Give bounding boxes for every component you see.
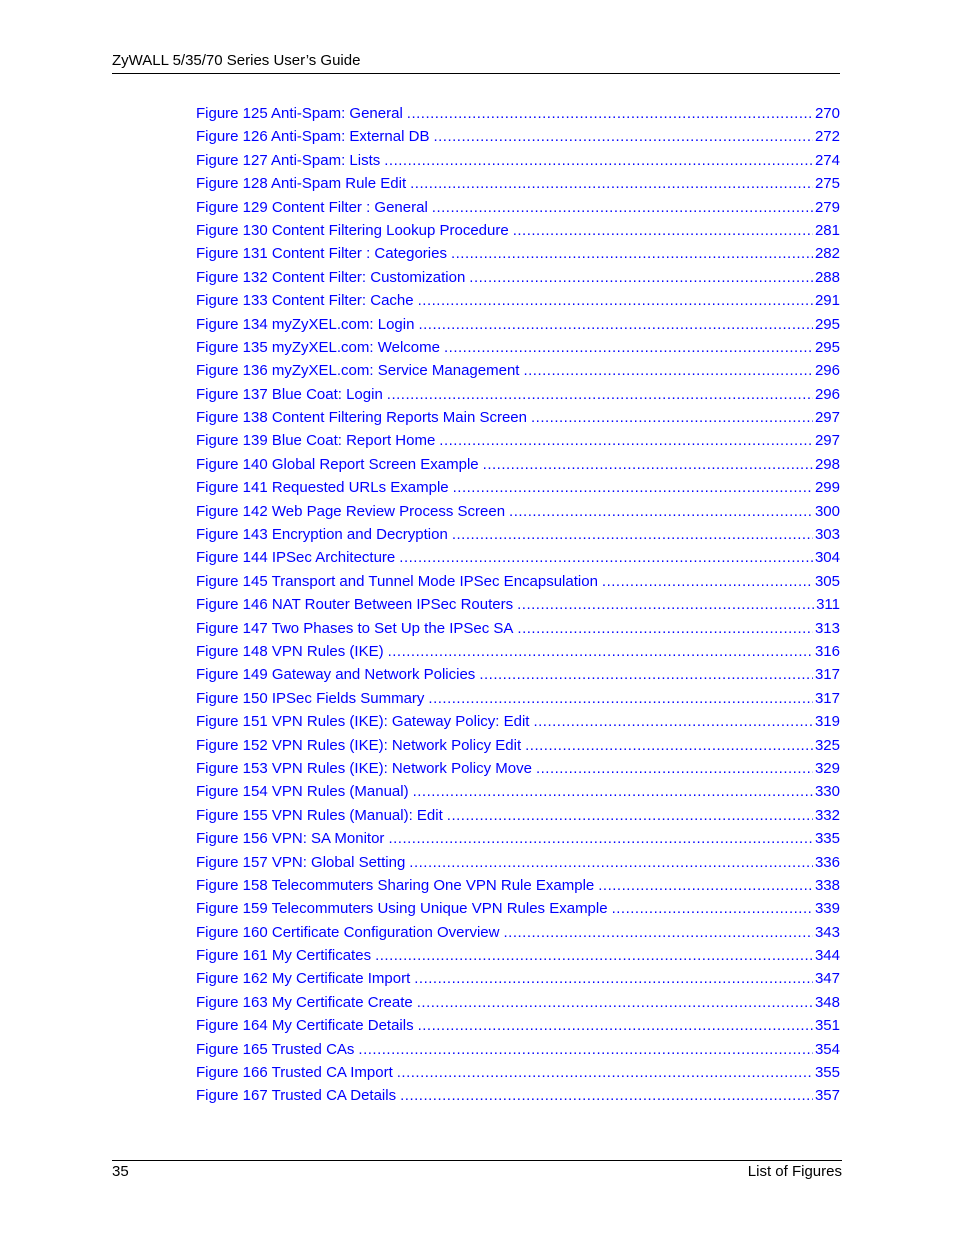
toc-entry[interactable] xyxy=(196,666,840,689)
toc-entry-page[interactable]: 296 xyxy=(814,362,840,380)
toc-entry-label[interactable]: Figure 155 VPN Rules (Manual): Edit xyxy=(196,806,443,824)
page-header xyxy=(112,51,840,74)
toc-entry[interactable] xyxy=(196,549,840,572)
toc-entry[interactable] xyxy=(196,807,840,830)
toc-entry[interactable] xyxy=(196,854,840,877)
toc-dot-leader xyxy=(413,783,813,800)
toc-dot-leader xyxy=(612,900,813,917)
toc-entry-label[interactable]: Figure 140 Global Report Screen Example xyxy=(196,455,479,473)
toc-dot-leader xyxy=(598,877,813,894)
toc-entry[interactable] xyxy=(196,175,840,198)
toc-dot-leader xyxy=(397,1064,813,1081)
toc-entry-page[interactable]: 348 xyxy=(814,993,840,1011)
toc-entry[interactable] xyxy=(196,830,840,853)
toc-entry-page[interactable]: 300 xyxy=(814,502,840,520)
toc-entry-page[interactable]: 357 xyxy=(814,1087,840,1105)
toc-entry-page[interactable]: 325 xyxy=(814,736,840,754)
toc-entry-label[interactable]: Figure 138 Content Filtering Reports Main Screen xyxy=(196,409,527,427)
toc-entry-label[interactable]: Figure 127 Anti-Spam: Lists xyxy=(196,151,381,169)
toc-entry[interactable] xyxy=(196,362,840,385)
toc-entry-page[interactable]: 347 xyxy=(814,970,840,988)
toc-entry-page[interactable]: 275 xyxy=(814,175,840,193)
toc-dot-leader xyxy=(509,503,813,520)
toc-entry-page[interactable]: 297 xyxy=(814,432,840,450)
toc-entry-label[interactable]: Figure 164 My Certificate Details xyxy=(196,1017,414,1035)
toc-entry-page[interactable]: 316 xyxy=(814,642,840,660)
toc-entry[interactable] xyxy=(196,1041,840,1064)
toc-dot-leader xyxy=(358,1041,813,1058)
toc-entry-label[interactable]: Figure 161 My Certificates xyxy=(196,947,372,965)
toc-entry[interactable] xyxy=(196,199,840,222)
toc-entry-label[interactable]: Figure 153 VPN Rules (IKE): Network Policy Move xyxy=(196,759,532,777)
toc-entry-page[interactable]: 355 xyxy=(814,1064,840,1082)
toc-entry-page[interactable]: 351 xyxy=(814,1017,840,1035)
toc-dot-leader xyxy=(418,316,813,333)
toc-entry-page[interactable]: 319 xyxy=(814,713,840,731)
toc-entry[interactable] xyxy=(196,690,840,713)
page-footer xyxy=(112,1160,842,1185)
toc-dot-leader xyxy=(407,105,813,122)
toc-entry[interactable] xyxy=(196,947,840,970)
toc-entry[interactable] xyxy=(196,620,840,643)
toc-entry[interactable] xyxy=(196,643,840,666)
toc-entry-label[interactable]: Figure 145 Transport and Tunnel Mode IPSec Encapsulation xyxy=(196,572,598,590)
toc-entry-page[interactable]: 305 xyxy=(814,572,840,590)
toc-entry-label[interactable]: Figure 125 Anti-Spam: General xyxy=(196,105,403,122)
toc-entry[interactable] xyxy=(196,292,840,315)
toc-dot-leader xyxy=(439,432,813,449)
toc-entry-page[interactable]: 288 xyxy=(814,268,840,286)
toc-entry-label[interactable]: Figure 154 VPN Rules (Manual) xyxy=(196,783,409,801)
toc-entry-label[interactable]: Figure 150 IPSec Fields Summary xyxy=(196,689,425,707)
toc-entry-page[interactable]: 304 xyxy=(814,549,840,567)
toc-dot-leader xyxy=(451,245,813,262)
toc-entry-page[interactable]: 296 xyxy=(814,385,840,403)
toc-dot-leader xyxy=(469,269,813,286)
toc-entry[interactable] xyxy=(196,994,840,1017)
toc-dot-leader xyxy=(428,690,813,707)
toc-dot-leader xyxy=(388,643,813,660)
toc-dot-leader xyxy=(433,128,813,145)
toc-dot-leader xyxy=(400,1087,813,1104)
toc-entry-label[interactable]: Figure 141 Requested URLs Example xyxy=(196,479,449,497)
toc-entry[interactable] xyxy=(196,596,840,619)
toc-entry-label[interactable]: Figure 159 Telecommuters Using Unique VPN Rules Example xyxy=(196,900,608,918)
toc-entry-page[interactable]: 270 xyxy=(814,105,840,122)
toc-entry-label[interactable]: Figure 156 VPN: SA Monitor xyxy=(196,830,385,848)
toc-entry-page[interactable]: 282 xyxy=(814,245,840,263)
toc-dot-leader xyxy=(479,666,813,683)
toc-entry-page[interactable]: 295 xyxy=(814,315,840,333)
toc-dot-leader xyxy=(387,386,813,403)
toc-entry-label[interactable]: Figure 146 NAT Router Between IPSec Routers xyxy=(196,596,514,614)
toc-dot-leader xyxy=(517,596,814,613)
toc-entry[interactable] xyxy=(196,924,840,947)
toc-entry-label[interactable]: Figure 162 My Certificate Import xyxy=(196,970,411,988)
toc-entry-label[interactable]: Figure 142 Web Page Review Process Screen xyxy=(196,502,506,520)
toc-entry-page[interactable]: 313 xyxy=(814,619,840,637)
toc-entry-label[interactable]: Figure 135 myZyXEL.com: Welcome xyxy=(196,338,440,356)
toc-entry[interactable] xyxy=(196,1017,840,1040)
toc-dot-leader xyxy=(444,339,813,356)
toc-entry-label[interactable]: Figure 157 VPN: Global Setting xyxy=(196,853,406,871)
toc-dot-leader xyxy=(513,222,813,239)
toc-entry[interactable] xyxy=(196,128,840,151)
toc-entry-label[interactable]: Figure 128 Anti-Spam Rule Edit xyxy=(196,175,407,193)
toc-entry[interactable] xyxy=(196,456,840,479)
toc-dot-leader xyxy=(525,737,813,754)
toc-dot-leader xyxy=(375,947,813,964)
toc-dot-leader xyxy=(418,1017,813,1034)
toc-entry-label[interactable]: Figure 143 Encryption and Decryption xyxy=(196,526,448,544)
toc-entry-label[interactable]: Figure 136 myZyXEL.com: Service Management xyxy=(196,362,520,380)
toc-entry-label[interactable]: Figure 147 Two Phases to Set Up the IPSec SA xyxy=(196,619,514,637)
toc-entry[interactable] xyxy=(196,409,840,432)
toc-entry-label[interactable]: Figure 131 Content Filter : Categories xyxy=(196,245,447,263)
toc-entry[interactable] xyxy=(196,386,840,409)
toc-entry-label[interactable]: Figure 165 Trusted CAs xyxy=(196,1040,355,1058)
toc-entry[interactable] xyxy=(196,432,840,455)
toc-entry[interactable] xyxy=(196,245,840,268)
toc-entry-page[interactable]: 339 xyxy=(814,900,840,918)
toc-entry-page[interactable]: 336 xyxy=(814,853,840,871)
toc-entry[interactable] xyxy=(196,339,840,362)
toc-entry[interactable] xyxy=(196,783,840,806)
toc-entry[interactable] xyxy=(196,152,840,175)
toc-entry-page[interactable]: 303 xyxy=(814,526,840,544)
toc-entry-label[interactable]: Figure 166 Trusted CA Import xyxy=(196,1064,393,1082)
toc-entry[interactable] xyxy=(196,479,840,502)
toc-dot-leader xyxy=(388,830,813,847)
toc-entry[interactable] xyxy=(196,900,840,923)
toc-dot-leader xyxy=(399,549,813,566)
toc-entry[interactable] xyxy=(196,1087,840,1110)
toc-entry-page[interactable]: 298 xyxy=(814,455,840,473)
toc-entry[interactable] xyxy=(196,713,840,736)
toc-entry-label[interactable]: Figure 149 Gateway and Network Policies xyxy=(196,666,476,684)
toc-entry-page[interactable]: 311 xyxy=(816,596,840,614)
toc-entry-page[interactable]: 317 xyxy=(814,666,840,684)
toc-entry-page[interactable]: 279 xyxy=(814,198,840,216)
toc-dot-leader xyxy=(523,362,813,379)
toc-entry-label[interactable]: Figure 132 Content Filter: Customization xyxy=(196,268,466,286)
toc-entry[interactable] xyxy=(196,1064,840,1087)
toc-entry-page[interactable]: 343 xyxy=(814,923,840,941)
header-title: ZyWALL 5/35/70 Series User’s Guide xyxy=(112,52,361,69)
toc-entry-page[interactable]: 297 xyxy=(814,409,840,427)
toc-dot-leader xyxy=(536,760,813,777)
toc-entry-label[interactable]: Figure 160 Certificate Configuration Overview xyxy=(196,923,500,941)
toc-entry[interactable] xyxy=(196,573,840,596)
toc-dot-leader xyxy=(410,175,813,192)
toc-dot-leader xyxy=(503,924,812,941)
toc-entry-label[interactable]: Figure 158 Telecommuters Sharing One VPN Rule Example xyxy=(196,876,595,894)
toc-entry[interactable] xyxy=(196,105,840,128)
toc-entry-label[interactable]: Figure 167 Trusted CA Details xyxy=(196,1087,397,1105)
toc-dot-leader xyxy=(602,573,813,590)
footer-page-number: 35 xyxy=(112,1163,129,1180)
toc-dot-leader xyxy=(452,526,813,543)
toc-dot-leader xyxy=(531,409,813,426)
list-of-figures xyxy=(196,105,840,1111)
toc-entry-page[interactable]: 299 xyxy=(814,479,840,497)
toc-dot-leader xyxy=(447,807,813,824)
toc-entry[interactable] xyxy=(196,760,840,783)
toc-entry[interactable] xyxy=(196,503,840,526)
toc-entry-page[interactable]: 272 xyxy=(814,128,840,146)
toc-dot-leader xyxy=(418,292,813,309)
toc-entry-label[interactable]: Figure 130 Content Filtering Lookup Procedure xyxy=(196,221,509,239)
footer-section-title: List of Figures xyxy=(747,1163,842,1180)
toc-entry-label[interactable]: Figure 133 Content Filter: Cache xyxy=(196,292,414,310)
toc-entry-page[interactable]: 344 xyxy=(814,947,840,965)
toc-entry-label[interactable]: Figure 139 Blue Coat: Report Home xyxy=(196,432,436,450)
toc-entry-page[interactable]: 335 xyxy=(814,830,840,848)
toc-entry-label[interactable]: Figure 152 VPN Rules (IKE): Network Policy Edit xyxy=(196,736,522,754)
toc-entry-page[interactable]: 338 xyxy=(814,876,840,894)
toc-entry-page[interactable]: 274 xyxy=(814,151,840,169)
toc-entry-label[interactable]: Figure 137 Blue Coat: Login xyxy=(196,385,383,403)
toc-entry-page[interactable]: 329 xyxy=(814,759,840,777)
toc-entry-label[interactable]: Figure 151 VPN Rules (IKE): Gateway Policy: Edit xyxy=(196,713,530,731)
toc-entry-label[interactable]: Figure 134 myZyXEL.com: Login xyxy=(196,315,415,333)
toc-entry-page[interactable]: 281 xyxy=(814,221,840,239)
toc-entry-page[interactable]: 332 xyxy=(814,806,840,824)
toc-dot-leader xyxy=(453,479,813,496)
toc-entry-page[interactable]: 330 xyxy=(814,783,840,801)
toc-entry-label[interactable]: Figure 148 VPN Rules (IKE) xyxy=(196,642,384,660)
toc-entry-label[interactable]: Figure 163 My Certificate Create xyxy=(196,993,413,1011)
toc-entry[interactable] xyxy=(196,737,840,760)
toc-entry-page[interactable]: 295 xyxy=(814,338,840,356)
toc-entry[interactable] xyxy=(196,269,840,292)
toc-dot-leader xyxy=(409,854,813,871)
toc-entry[interactable] xyxy=(196,222,840,245)
toc-dot-leader xyxy=(384,152,813,169)
toc-entry-label[interactable]: Figure 144 IPSec Architecture xyxy=(196,549,396,567)
toc-entry-page[interactable]: 317 xyxy=(814,689,840,707)
toc-dot-leader xyxy=(517,620,813,637)
toc-dot-leader xyxy=(432,199,813,216)
toc-dot-leader xyxy=(417,994,813,1011)
toc-entry[interactable] xyxy=(196,877,840,900)
toc-dot-leader xyxy=(533,713,813,730)
toc-entry-page[interactable]: 354 xyxy=(814,1040,840,1058)
toc-entry[interactable] xyxy=(196,526,840,549)
toc-entry[interactable] xyxy=(196,970,840,993)
toc-dot-leader xyxy=(483,456,813,473)
toc-entry[interactable] xyxy=(196,316,840,339)
toc-entry-label[interactable]: Figure 126 Anti-Spam: External DB xyxy=(196,128,430,146)
toc-entry-page[interactable]: 291 xyxy=(814,292,840,310)
toc-entry-label[interactable]: Figure 129 Content Filter : General xyxy=(196,198,428,216)
toc-dot-leader xyxy=(414,970,813,987)
